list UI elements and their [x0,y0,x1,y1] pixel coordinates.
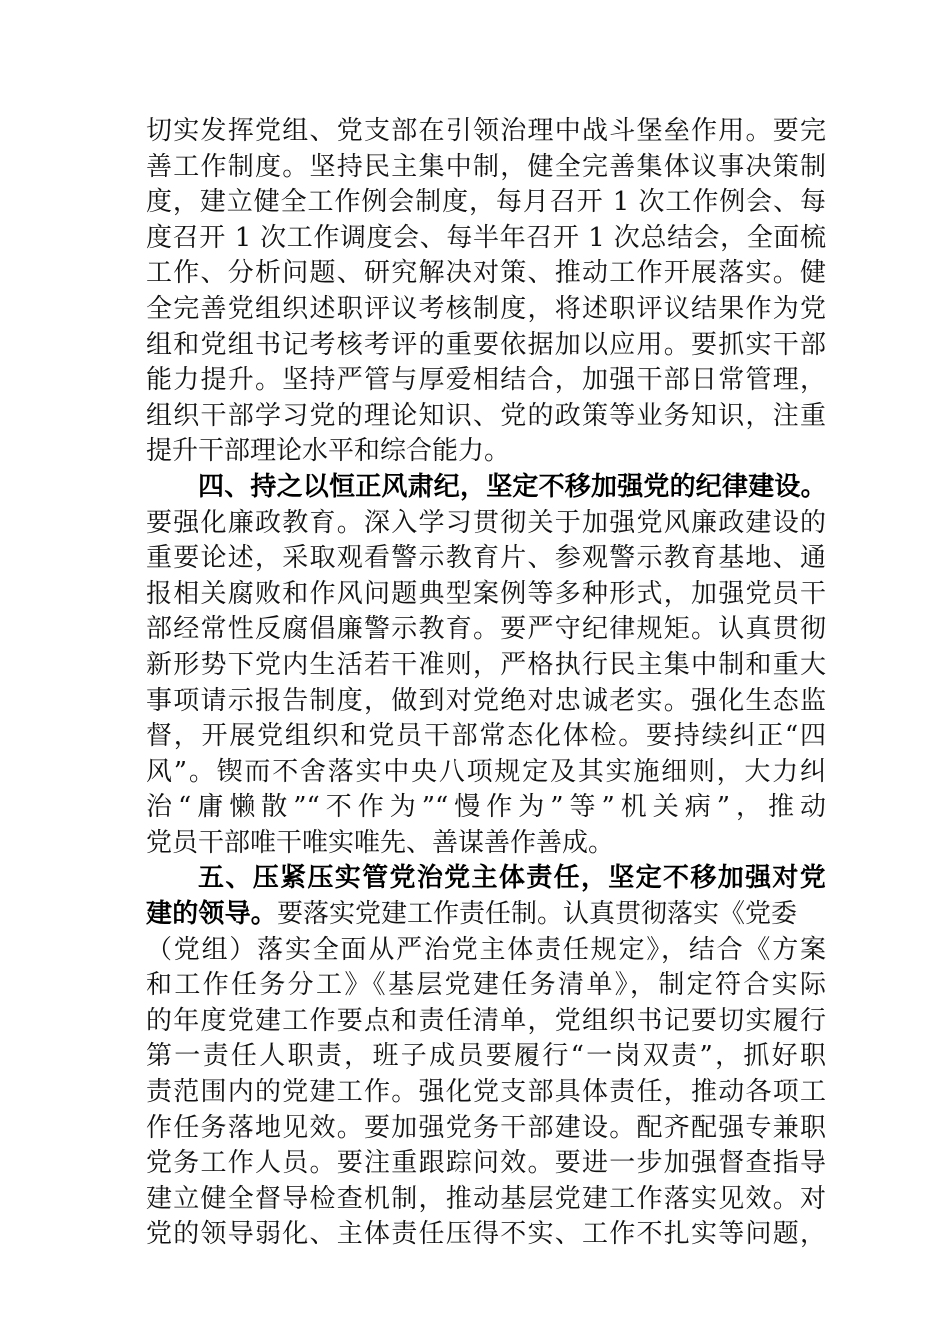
body-line: 度召开 1 次工作调度会、每半年召开 1 次总结会，全面梳 [146,222,826,253]
body-line: 要强化廉政教育。深入学习贯彻关于加强党风廉政建设的 [146,507,826,538]
body-line: 治“庸懒散”“不作为”“慢作为”等”机关病”，推动 [146,792,826,823]
body-line: 督，开展党组织和党员干部常态化体检。要持续纠正“四 [146,721,826,752]
body-line: 新形势下党内生活若干准则，严格执行民主集中制和重大 [146,649,826,680]
body-line: 重要论述，采取观看警示教育片、参观警示教育基地、通 [146,543,826,574]
body-line: 党的领导弱化、主体责任压得不实、工作不扎实等问题， [146,1219,826,1250]
body-line: 部经常性反腐倡廉警示教育。要严守纪律规矩。认真贯彻 [146,614,826,645]
section-5-heading-continuation-line [146,897,826,933]
body-line: 党务工作人员。要注重跟踪问效。要进一步加强督查指导 [146,1148,826,1179]
body-line: 全完善党组织述职评议考核制度，将述职评议结果作为党 [146,293,826,324]
body-line: 责范围内的党建工作。强化党支部具体责任，推动各项工 [146,1077,826,1108]
body-line: 党员干部唯干唯实唯先、善谋善作善成。 [146,827,615,858]
section-5-heading: 五、压紧压实管党治党主体责任，坚定不移加强对党 [198,863,826,894]
body-line: 第一责任人职责，班子成员要履行“一岗双责”，抓好职 [146,1041,826,1072]
section-5-heading-continuation: 建的领导。 [146,899,278,930]
body-line: 的年度党建工作要点和责任清单，党组织书记要切实履行 [146,1005,826,1036]
body-line: 工作、分析问题、研究解决对策、推动工作开展落实。健 [146,258,826,289]
body-line: 提升干部理论水平和综合能力。 [146,436,511,467]
body-line: 切实发挥党组、党支部在引领治理中战斗堡垒作用。要完 [146,116,826,146]
body-line: 作任务落地见效。要加强党务干部建设。配齐配强专兼职 [146,1112,826,1143]
body-line: 报相关腐败和作风问题典型案例等多种形式，加强党员干 [146,578,826,609]
section-4-heading: 四、持之以恒正风肃纪，坚定不移加强党的纪律建设。 [198,471,827,502]
body-line: 建立健全督导检查机制，推动基层党建工作落实见效。对 [146,1183,826,1214]
body-line: 组织干部学习党的理论知识、党的政策等业务知识，注重 [146,400,826,431]
body-line: 组和党组书记考核考评的重要依据加以应用。要抓实干部 [146,329,826,360]
document-body [146,114,826,1253]
body-line: 事项请示报告制度，做到对党绝对忠诚老实。强化生态监 [146,685,826,716]
body-text: 要落实党建工作责任制。认真贯彻落实《党委 [277,899,798,930]
body-line: 风”。锲而不舍落实中央八项规定及其实施细则，大力纠 [146,756,826,787]
body-line: 和工作任务分工》《基层党建任务清单》，制定符合实际 [146,970,826,1001]
body-line: 能力提升。坚持严管与厚爱相结合，加强干部日常管理， [146,365,826,396]
body-line: 善工作制度。坚持民主集中制，健全完善集体议事决策制 [146,151,826,182]
body-line: 度，建立健全工作例会制度，每月召开 1 次工作例会、每 [146,187,826,218]
body-line: （党组）落实全面从严治党主体责任规定》，结合《方案 [146,934,826,965]
